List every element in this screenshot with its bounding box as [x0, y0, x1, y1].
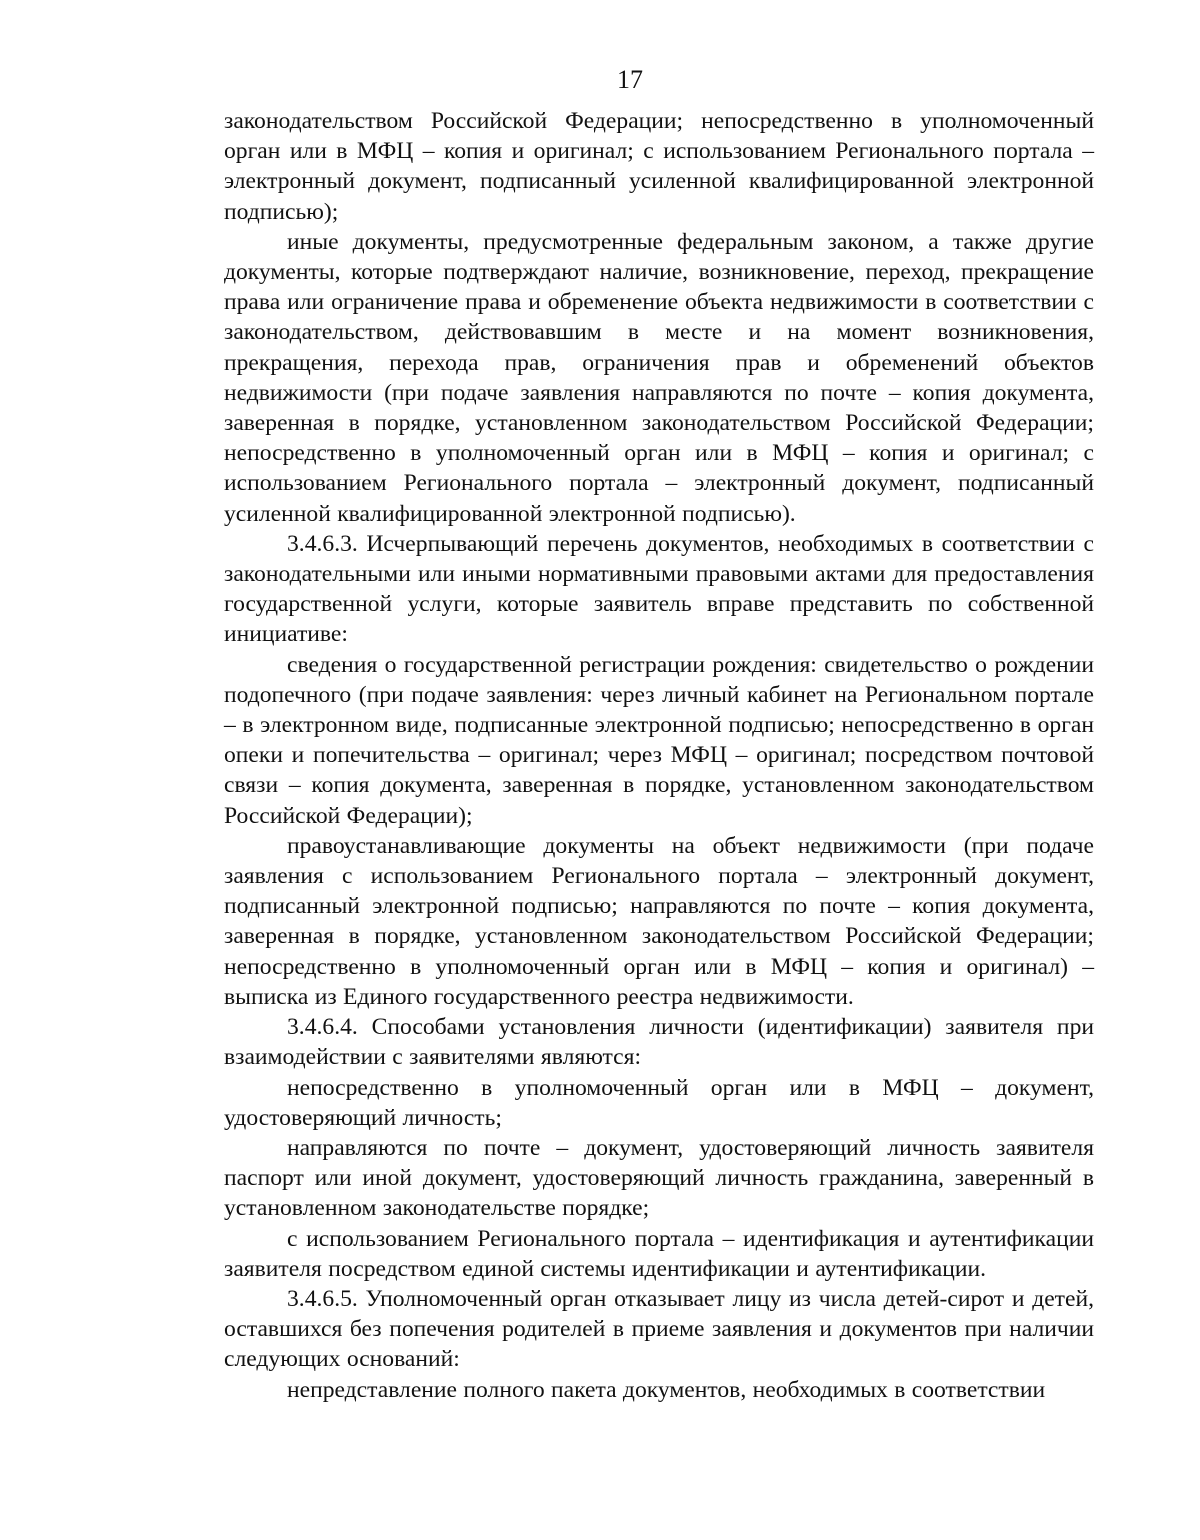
paragraph-3-4-6-4: 3.4.6.4. Способами установления личности (идентификации) заявителя при взаимодействии с заявителями являются:: [224, 1014, 1094, 1071]
paragraph-3-4-6-5: 3.4.6.5. Уполномоченный орган отказывает лицу из числа детей-сирот и детей, оставшихся без попечения родителей в приеме заявления и документов при наличии следующих оснований:: [224, 1285, 1094, 1373]
paragraph-3-4-6-3: 3.4.6.3. Исчерпывающий перечень документов, необходимых в соответствии с законодательными или иными нормативными правовыми актами для предоставления государственной услуги, которые заявитель вправе представить по собственной инициативе:: [224, 530, 1094, 648]
page-number: 17: [617, 65, 643, 94]
paragraph-identification-in-person: непосредственно в уполномоченный орган или в МФЦ – документ, удостоверяющий личность;: [224, 1074, 1094, 1131]
paragraph-other-documents: иные документы, предусмотренные федеральным законом, а также другие документы, которые подтверждают наличие, возникновение, переход, прекращение права или ограничение права и обременение объекта недвижимости в соответствии с законодательством, действовавшим в месте и на момент возникновения, прекращения, перехода прав, ограничения прав и обременений объектов недвижимости (при подаче заявления направляются по почте – копия документа, заверенная в порядке, установленном законодательством Российской Федерации; непосредственно в уполномоченный орган или в МФЦ – копия и оригинал; с использованием Регионального портала – электронный документ, подписанный усиленной квалифицированной электронной подписью).: [224, 228, 1094, 527]
paragraph-refusal-ground: непредставление полного пакета документов, необходимых в соответствии: [287, 1376, 1046, 1403]
document-body: [224, 106, 1094, 1405]
paragraph-birth-registration: сведения о государственной регистрации рождения: свидетельство о рождении подопечного (при подаче заявления: через личный кабинет на Региональном портале – в электронном виде, подписанные электронной подписью; непосредственно в орган опеки и попечительства – оригинал; через МФЦ – оригинал; посредством почтовой связи – копия документа, заверенная в порядке, установленном законодательством Российской Федерации);: [224, 651, 1094, 829]
paragraph-identification-portal: с использованием Регионального портала – идентификация и аутентификации заявителя посредством единой системы идентификации и аутентификации.: [224, 1225, 1094, 1282]
paragraph-identification-by-mail: направляются по почте – документ, удостоверяющий личность заявителя паспорт или иной документ, удостоверяющий личность гражданина, заверенный в установленном законодательстве порядке;: [224, 1134, 1094, 1222]
paragraph-title-documents: правоустанавливающие документы на объект недвижимости (при подаче заявления с использованием Регионального портала – электронный документ, подписанный электронной подписью; направляются по почте – копия документа, заверенная в порядке, установленном законодательством Российской Федерации; непосредственно в уполномоченный орган или в МФЦ – копия и оригинал) – выписка из Единого государственного реестра недвижимости.: [224, 832, 1094, 1010]
paragraph-continuation: законодательством Российской Федерации; непосредственно в уполномоченный орган или в МФЦ – копия и оригинал; с использованием Регионального портала – электронный документ, подписанный усиленной квалифицированной электронной подписью);: [224, 108, 1094, 225]
